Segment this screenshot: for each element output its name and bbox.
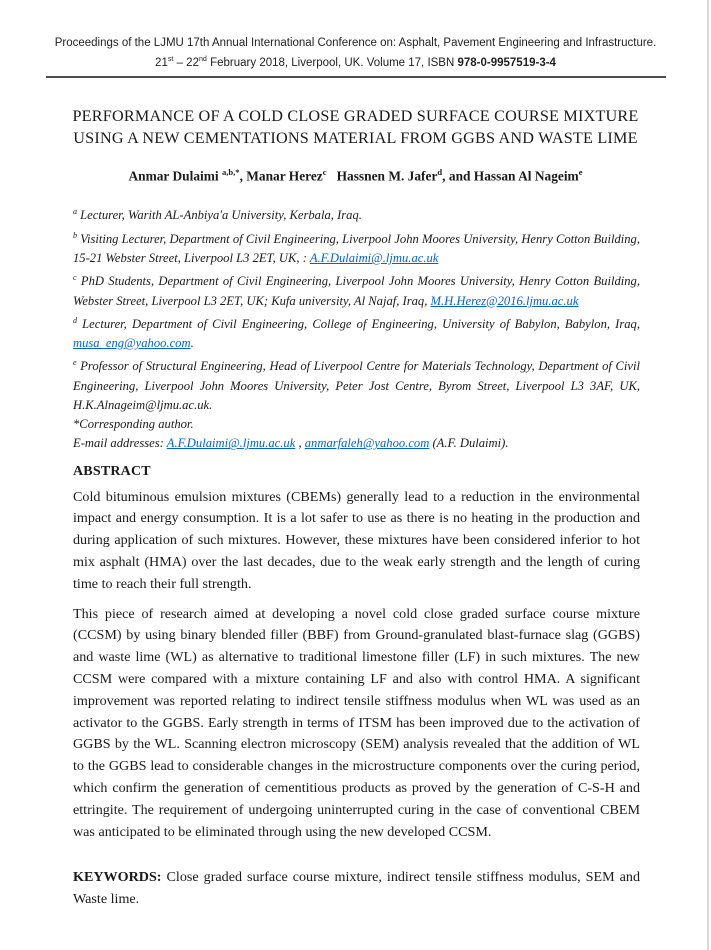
- text-segment: 21: [155, 56, 168, 69]
- text-segment: Lecturer, Department of Civil Engineering, College of Engineering, University of Babylon, Babylon, Iraq,: [77, 317, 640, 332]
- email-link[interactable]: A.F.Dulaimi@.ljmu.ac.uk: [309, 251, 439, 266]
- email-link[interactable]: musa_eng@yahoo.com: [73, 336, 191, 351]
- superscript-marker: st: [167, 54, 174, 63]
- text-segment: Close graded surface course mixture, indirect tensile stiffness modulus, SEM and Waste lime.: [73, 869, 640, 908]
- superscript-marker: a: [73, 207, 78, 217]
- text-segment: ,: [295, 436, 305, 451]
- text-segment: Anmar Dulaimi: [128, 168, 222, 184]
- text-segment: Hassnen M. Jafer: [326, 168, 438, 184]
- page-edge-line: [707, 0, 709, 950]
- conference-header: [0, 0, 711, 78]
- bold-text: KEYWORDS:: [73, 869, 162, 886]
- abstract-paragraph-2: This piece of research aimed at developing a novel cold close graded surface course mixture (CCSM) by using binary blended filler (BBF) from Ground-granulated blast-furnace slag (GGBS) and waste lime (WL) as alternative to traditional limestone filler (LF) in such mixtures. The new CCSM were compared with a mixture containing LF and also with control HMA. A significant improvement was reported relating to indirect tensile stiffness modulus when WL was used as an activator to the GGBS. Early strength in terms of ITSM has been improved due to the activation of GGBS by the WL. Scanning electron microscopy (SEM) analysis revealed that the addition of WL to the GGBS lead to considerable changes in the microstructure components over the curing period, which confirm the generation of cementitious products as proved by the generation of C-S-H and ettringite. The requirement of undergoing uninterrupted curing in the case of conventional CBEM was anticipated to be eliminated through using the new developed CCSM.: [73, 605, 640, 840]
- abstract-paragraph-1: Cold bituminous emulsion mixtures (CBEMs) generally lead to a reduction in the environmental impact and energy consumption. It is a lot safer to use as there is no heating in the production and during application of such mixtures. However, these mixtures have been considered inferior to hot mix asphalt (HMA) over the last decades, due to the weak early strength and the length of curing time to reach their full strength.: [73, 488, 640, 592]
- affiliation-b: [73, 226, 640, 269]
- header-divider: [46, 76, 666, 78]
- header-line-1: Proceedings of the LJMU 17th Annual International Conference on: Asphalt, Pavement Engineering and Infrastructure.: [54, 37, 657, 49]
- authors-line: [40, 167, 671, 184]
- text-segment: Visiting Lecturer, Department of Civil Engineering, Liverpool John Moores University, Henry Cotton Building, 15-21 Webster Street, Liverpool L3 2ET, UK, :: [73, 231, 640, 266]
- text-segment: E-mail addresses:: [73, 436, 167, 451]
- email-link[interactable]: A.F.Dulaimi@.ljmu.ac.uk: [166, 436, 296, 451]
- email-link[interactable]: anmarfaleh@yahoo.com: [304, 436, 430, 451]
- text-segment: , Manar Herez: [239, 168, 323, 184]
- superscript-marker: d: [437, 166, 443, 177]
- text-segment: , and Hassan Al Nageim: [442, 168, 579, 184]
- email-link[interactable]: M.H.Herez@2016.ljmu.ac.uk: [430, 293, 579, 308]
- corresponding-author-note: [73, 415, 640, 434]
- header-line-2: [0, 52, 711, 71]
- text-segment: .: [190, 336, 194, 351]
- text-segment: PhD Students, Department of Civil Engineering, Liverpool John Moores University, Henry Cotton Building, Webster Street, Liverpool L3 2ET, UK; Kufa university, Al Najaf, Iraq,: [73, 274, 640, 308]
- affiliation-a: [73, 202, 640, 225]
- affiliation-d: [73, 311, 640, 354]
- keywords-line: [73, 867, 640, 911]
- bold-text: 978-0-9957519-3-4: [457, 56, 556, 69]
- superscript-marker: e: [578, 166, 583, 177]
- text-segment: – 22: [173, 56, 199, 69]
- paper-title: PERFORMANCE OF A COLD CLOSE GRADED SURFACE COURSE MIXTURE USING A NEW CEMENTATIONS MATERIAL FROM GGBS AND WASTE LIME: [72, 106, 639, 147]
- superscript-marker: nd: [198, 54, 207, 63]
- superscript-marker: e: [73, 358, 77, 368]
- superscript-marker: a,b,*: [221, 166, 240, 177]
- text-segment: Professor of Structural Engineering, Head of Liverpool Centre for Materials Technology, Department of Civil Engineering, Liverpool John Moores University, Peter Jost Centre, Byrom Street, Liverpool L3 3AF, UK, H.K.Alnageim@ljmu.ac.uk.: [73, 359, 640, 413]
- email-addresses-line: [73, 434, 640, 453]
- superscript-marker: b: [73, 230, 78, 240]
- affiliation-e: [73, 353, 640, 415]
- abstract-heading: ABSTRACT: [73, 463, 151, 479]
- superscript-marker: c: [322, 166, 327, 177]
- affiliation-c: [73, 268, 640, 311]
- text-segment: *Corresponding author.: [73, 417, 194, 432]
- superscript-marker: d: [73, 315, 78, 325]
- text-segment: Lecturer, Warith AL-Anbiya'a University, Kerbala, Iraq.: [77, 208, 362, 223]
- text-segment: February 2018, Liverpool, UK. Volume 17, ISBN: [206, 56, 458, 69]
- text-segment: (A.F. Dulaimi).: [429, 436, 509, 451]
- affiliations: [73, 202, 640, 453]
- superscript-marker: c: [73, 273, 77, 283]
